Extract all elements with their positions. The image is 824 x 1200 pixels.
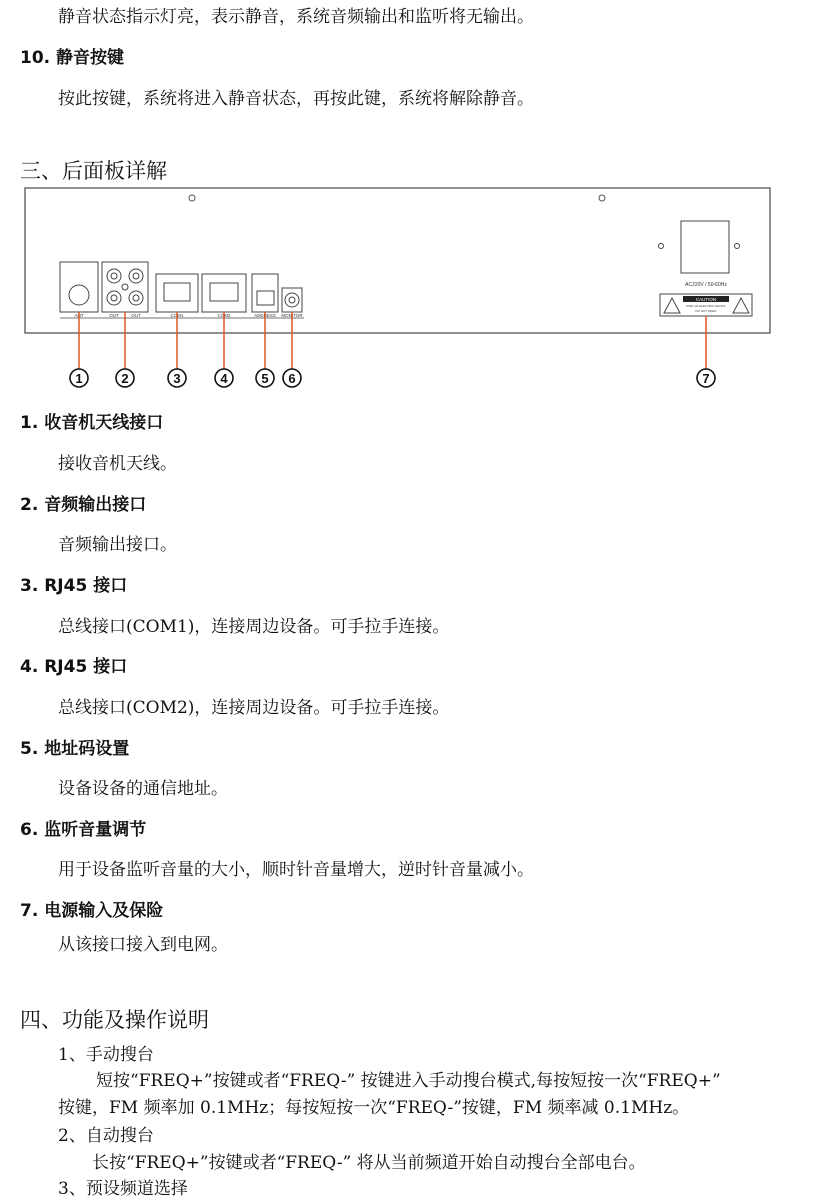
item-5-title: 5. 地址码设置 [20,739,130,759]
sub-1-line-2: 按键，FM 频率加 0.1MHz；每按短按一次“FREQ-”按键，FM 频率减 0.1MHz。 [58,1098,690,1118]
item-2-desc: 音频输出接口。 [58,535,177,555]
callout-6-label: 6 [288,371,296,386]
callout-7-label: 7 [702,371,710,386]
intro-line: 静音状态指示灯亮，表示静音，系统音频输出和监听将无输出。 [58,7,534,27]
rj45-icon [164,283,190,301]
audio-out-frame [102,262,148,312]
caution-title: CAUTION [695,297,717,302]
rca-jack-icon [107,269,121,283]
callout-3-label: 3 [173,371,181,386]
ant-port-icon [69,285,89,305]
port-label-com1: COM1 [170,313,184,318]
item-5-desc: 设备设备的通信地址。 [58,779,228,799]
sub-1-line-1: 短按“FREQ+”按键或者“FREQ-” 按键进入手动搜台模式,每按短按一次“FREQ+” [96,1071,721,1091]
callout-2-label: 2 [121,371,129,386]
item-7-title: 7. 电源输入及保险 [20,901,164,921]
callout-5-label: 5 [261,371,269,386]
dip-switch-icon [257,291,274,305]
panel-outline [25,188,770,333]
power-inlet [681,221,729,273]
sub-3-title: 3、预设频道选择 [58,1179,188,1199]
port-label-out: OUT [109,313,119,318]
item-4-title: 4. RJ45 接口 [20,657,128,677]
port-label-com2: COM2 [217,313,231,318]
item-6-title: 6. 监听音量调节 [20,820,147,840]
port-label-monitor: MONITOR [281,313,303,318]
item-6-desc: 用于设备监听音量的大小，顺时针音量增大，逆时针音量减小。 [58,860,534,880]
item-7-desc: 从该接口接入到电网。 [58,935,228,955]
item-2-title: 2. 音频输出接口 [20,495,147,515]
callout-1-label: 1 [75,371,83,386]
item-10-title: 10. 静音按键 [20,48,125,68]
item-1-desc: 接收音机天线。 [58,454,177,474]
knob-icon [285,293,299,307]
rca-jack-icon [107,291,121,305]
caution-line1: RISK OF ELECTRIC SHOCK [686,304,726,308]
section-heading-rear-panel: 三、后面板详解 [20,159,167,183]
rca-jack-icon [129,269,143,283]
rear-panel-diagram [0,180,824,395]
sub-2-line-1: 长按“FREQ+”按键或者“FREQ-” 将从当前频道开始自动搜台全部电台。 [92,1153,646,1173]
item-1-title: 1. 收音机天线接口 [20,413,164,433]
section-heading-operation: 四、功能及操作说明 [20,1008,209,1032]
rca-jack-icon [129,291,143,305]
screw-icon [735,244,740,249]
port-label-address: ADDRESS [254,313,276,318]
lightning-warning-icon [664,298,680,313]
callout-4-label: 4 [220,371,228,386]
power-rating-label: AC220V / 50-60Hz [685,282,727,288]
sub-2-title: 2、自动搜台 [58,1126,154,1146]
exclamation-warning-icon [733,298,749,313]
item-10-desc: 按此按键，系统将进入静音状态，再按此键，系统将解除静音。 [58,89,534,109]
com2-port-frame [202,274,246,312]
item-4-desc: 总线接口(COM2)，连接周边设备。可手拉手连接。 [58,698,450,718]
item-3-desc: 总线接口(COM1)，连接周边设备。可手拉手连接。 [58,617,450,637]
port-label-ant: ANT [74,313,84,318]
screw-top-left [189,195,195,201]
com1-port-frame [156,274,198,312]
item-3-title: 3. RJ45 接口 [20,576,128,596]
screw-icon [659,244,664,249]
screw-top-right [599,195,605,201]
sub-1-title: 1、手动搜台 [58,1045,154,1065]
port-label-out: OUT [131,313,141,318]
caution-line2: DO NOT OPEN [695,309,717,313]
rj45-icon [210,283,238,301]
